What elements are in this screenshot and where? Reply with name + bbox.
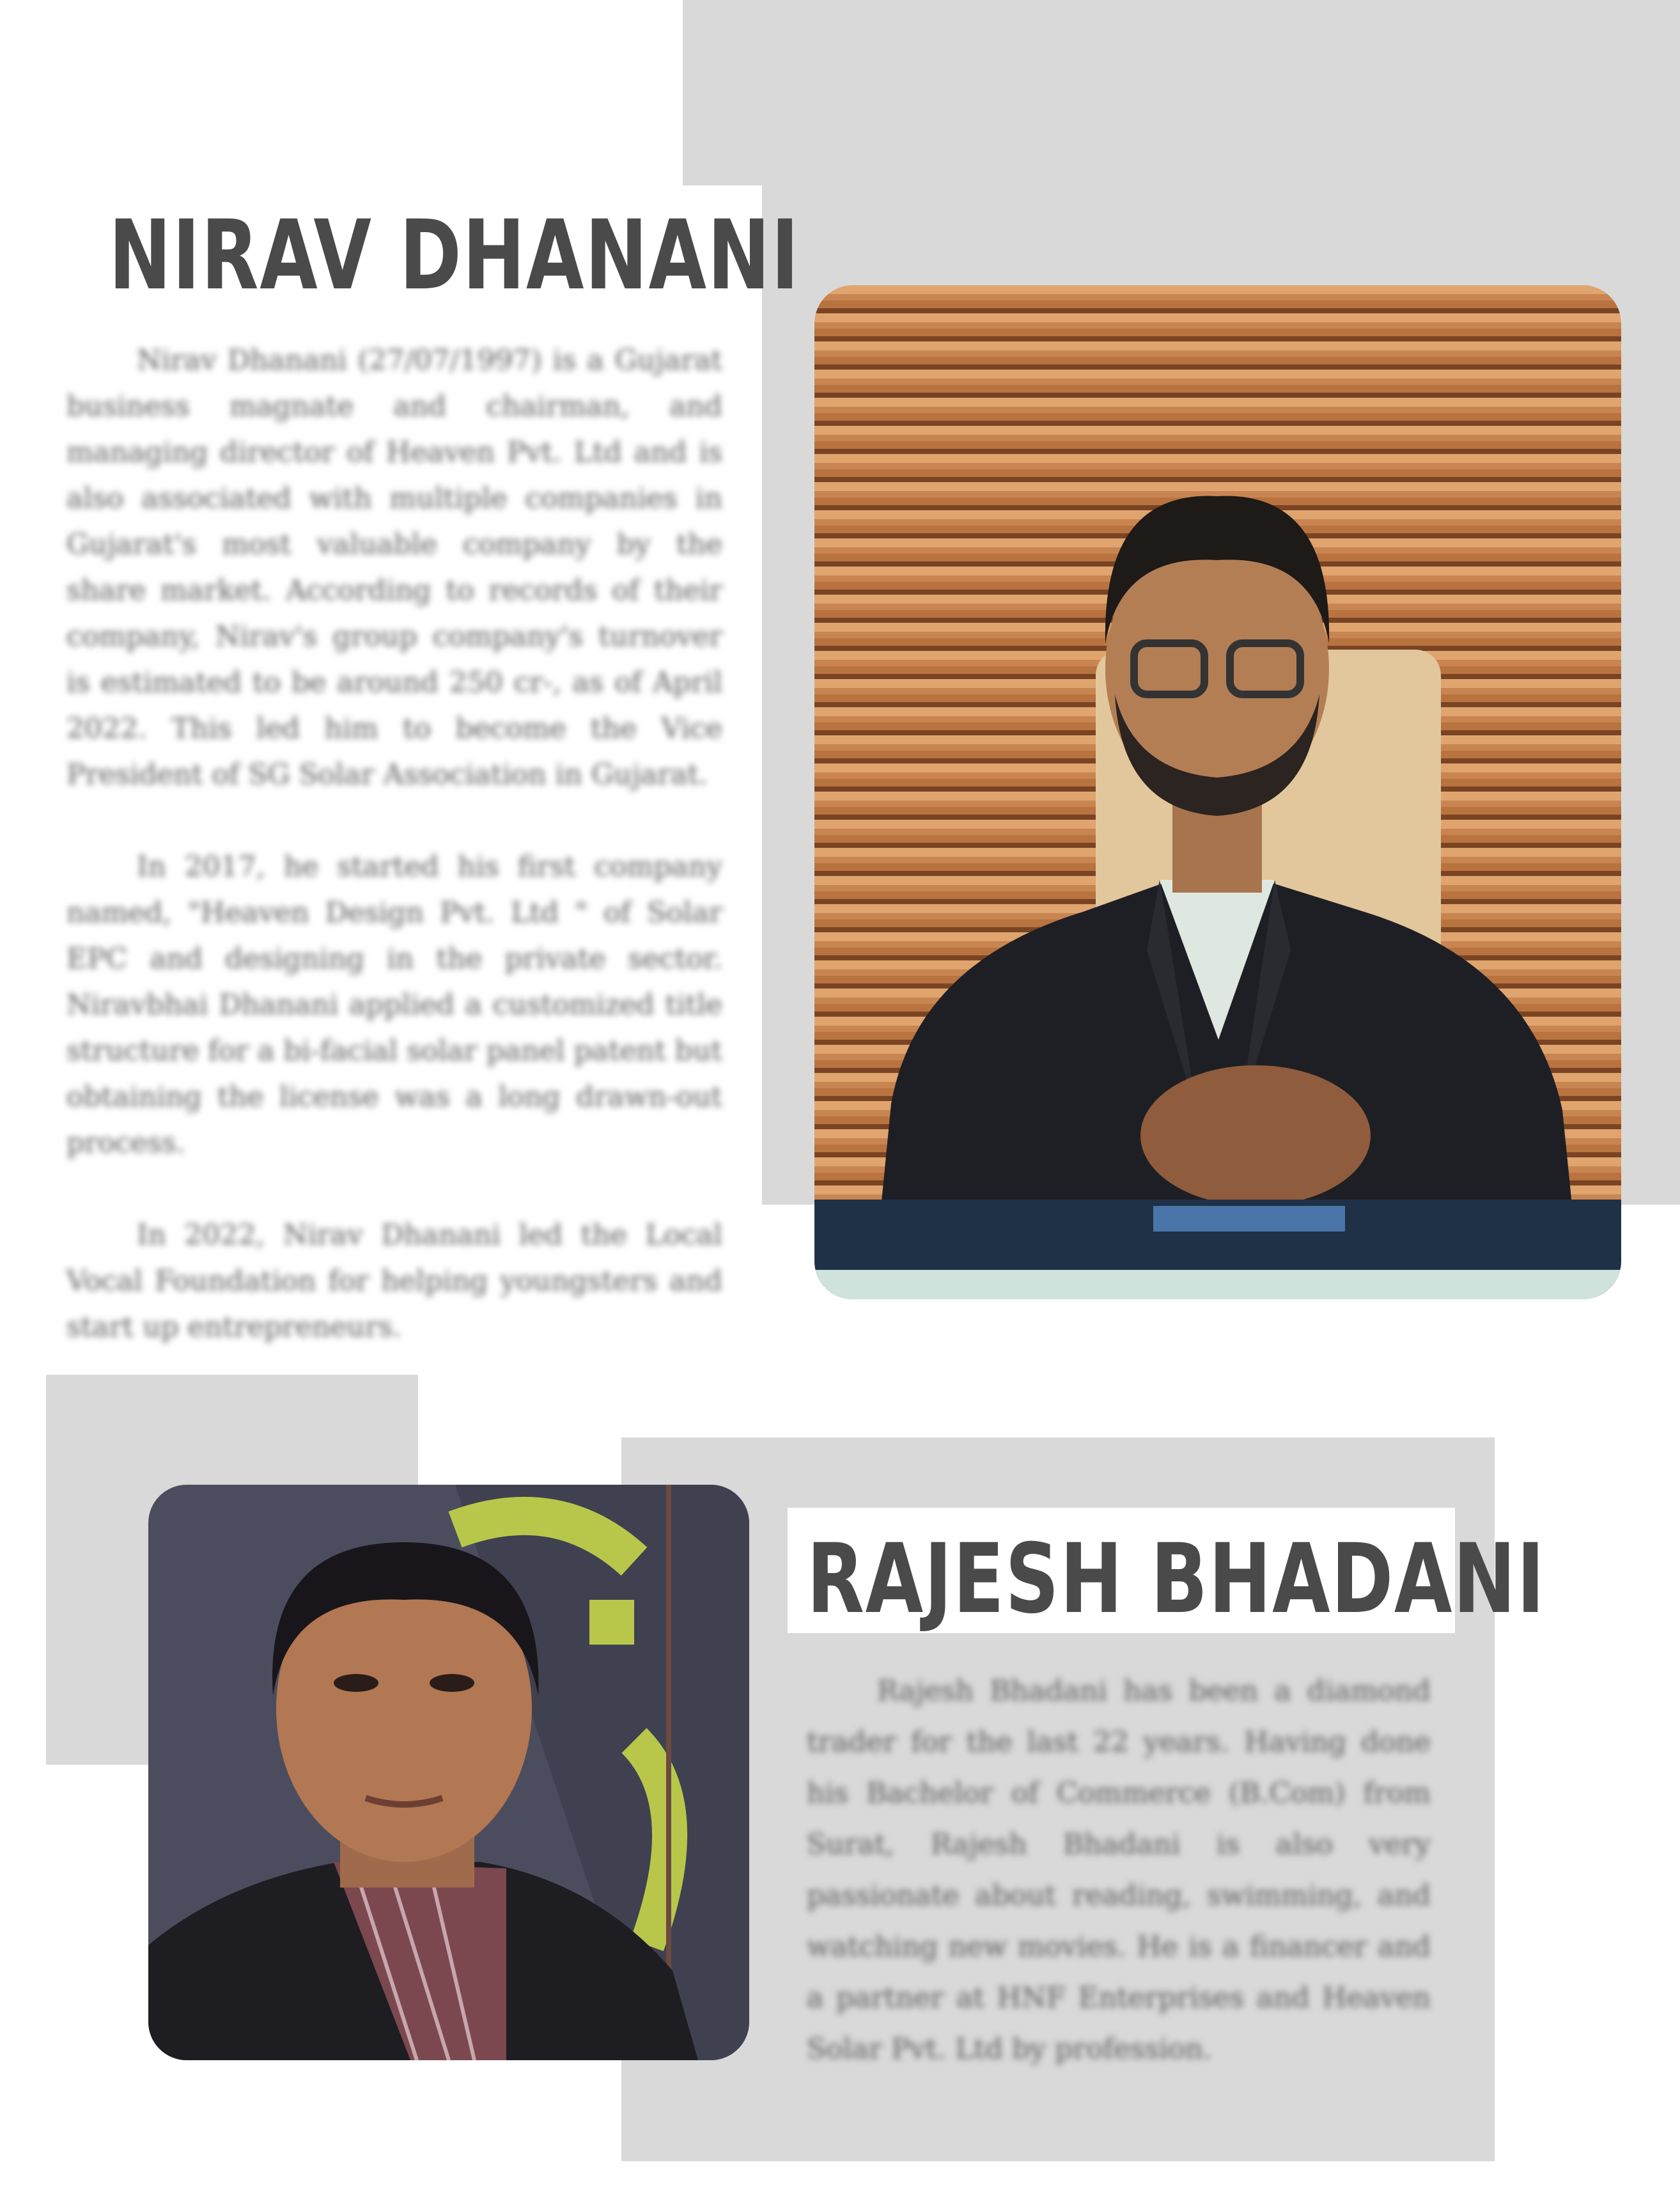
profile-bio-rajesh	[807, 1666, 1431, 2075]
bio-paragraph: Rajesh Bhadani has been a diamond trader for the last 22 years. Having done his Bachelor of Commerce (B.Com) from Surat, Rajesh Bhadani is also very passionate about reading, swimming, and watching new movies. He is a financer and a partner at HNF Enterprises and Heaven Solar Pvt. Ltd by profession.	[807, 1675, 1431, 2065]
bio-paragraph: In 2017, he started his first company named, "Heaven Design Pvt. Ltd " of Solar EPC and designing in the private sector. Niravbhai Dhanani applied a customized title structure for a bi-facial solar panel patent but obtaining the license was a long drawn-out process.	[66, 850, 722, 1159]
profile-photo-nirav	[814, 285, 1621, 1299]
profile-photo-rajesh	[148, 1485, 749, 2060]
profile-bio-nirav	[66, 338, 722, 1350]
top-left-white-panel	[0, 0, 683, 185]
profile-name-rajesh: RAJESH BHADANI	[807, 1524, 1546, 1635]
bio-paragraph: In 2022, Nirav Dhanani led the Local Vocal Foundation for helping youngsters and start up entrepreneurs.	[66, 1219, 722, 1343]
bio-paragraph: Nirav Dhanani (27/07/1997) is a Gujarat business magnate and chairman, and managing director of Heaven Pvt. Ltd and is also associated with multiple companies in Gujarat's most valuable company by the share market. According to records of their company, Nirav's group company's turnover is estimated to be around 250 cr-, as of April 2022. This led him to become the Vice President of SG Solar Association in Gujarat.	[66, 344, 722, 791]
profile-name-nirav: NIRAV DHANANI	[109, 200, 800, 311]
